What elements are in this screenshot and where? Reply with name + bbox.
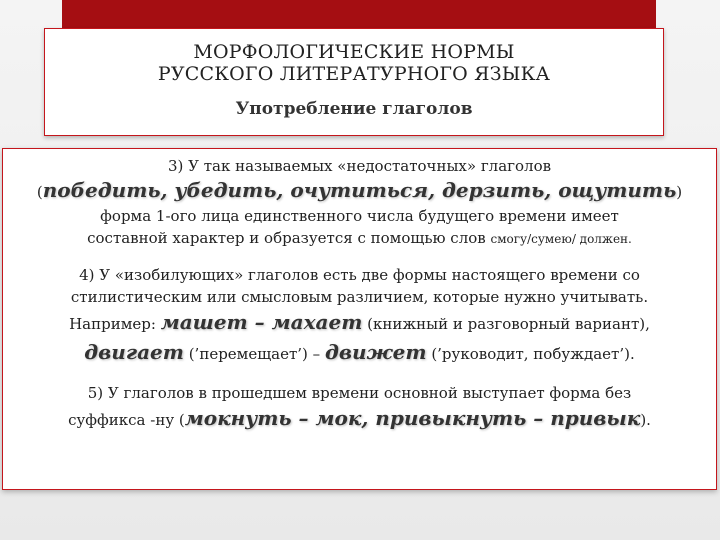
- page-subtitle: Употребление глаголов: [235, 99, 473, 119]
- rule3-examples: победить, убедить, очутиться, дерзить, ощутить: [42, 178, 677, 202]
- rule4-pair1-note: (книжный и разговорный вариант),: [362, 315, 650, 333]
- rule5-line2: [3, 404, 716, 434]
- rule3-open-paren: (: [36, 183, 43, 201]
- rule3-examples-line: [3, 177, 716, 205]
- rule4-form-b: движет: [324, 340, 427, 364]
- rule3-close-paren: ): [676, 183, 683, 201]
- rule5-close: ).: [640, 411, 651, 429]
- rule4-line2: стилистическим или смысловым различием, которые нужно учитывать.: [70, 288, 649, 306]
- rule3-line4-text: составной характер и образуется с помощью слов: [87, 229, 491, 247]
- rule5-line2-lead: суффикса -ну (: [68, 411, 185, 429]
- content-box: [2, 148, 717, 490]
- rule5-examples: мокнуть – мок, привыкнуть – привык: [184, 406, 641, 430]
- page-title-line-2: РУССКОГО ЛИТЕРАТУРНОГО ЯЗЫКА: [157, 63, 551, 85]
- rule4-form-a-note: (’перемещает’) –: [183, 345, 325, 363]
- rule4-form-b-note: (’руководит, побуждает’).: [426, 345, 635, 363]
- title-box: [44, 28, 664, 136]
- rule4-example-line1: [3, 308, 716, 338]
- rule4-example-line2: [3, 338, 716, 368]
- rule4-example-lead: Например:: [69, 315, 161, 333]
- rule4-form-a: двигает: [84, 340, 184, 364]
- rule3-line4: [3, 227, 716, 250]
- rule4-line1: 4) У «изобилующих» глаголов есть две формы настоящего времени со: [79, 266, 640, 284]
- rule3-intro: 3) У так называемых «недостаточных» глаголов: [167, 157, 552, 175]
- rule5-line1: 5) У глаголов в прошедшем времени основной выступает форма без: [87, 384, 632, 402]
- rule4-pair1: машет – махает: [160, 310, 363, 334]
- top-accent-bar: [62, 0, 656, 28]
- page-title-line-1: МОРФОЛОГИЧЕСКИЕ НОРМЫ: [193, 41, 515, 63]
- rule3-words: смогу/сумею/ должен.: [490, 232, 632, 246]
- rule3-line3: форма 1-ого лица единственного числа будущего времени имеет: [100, 207, 619, 225]
